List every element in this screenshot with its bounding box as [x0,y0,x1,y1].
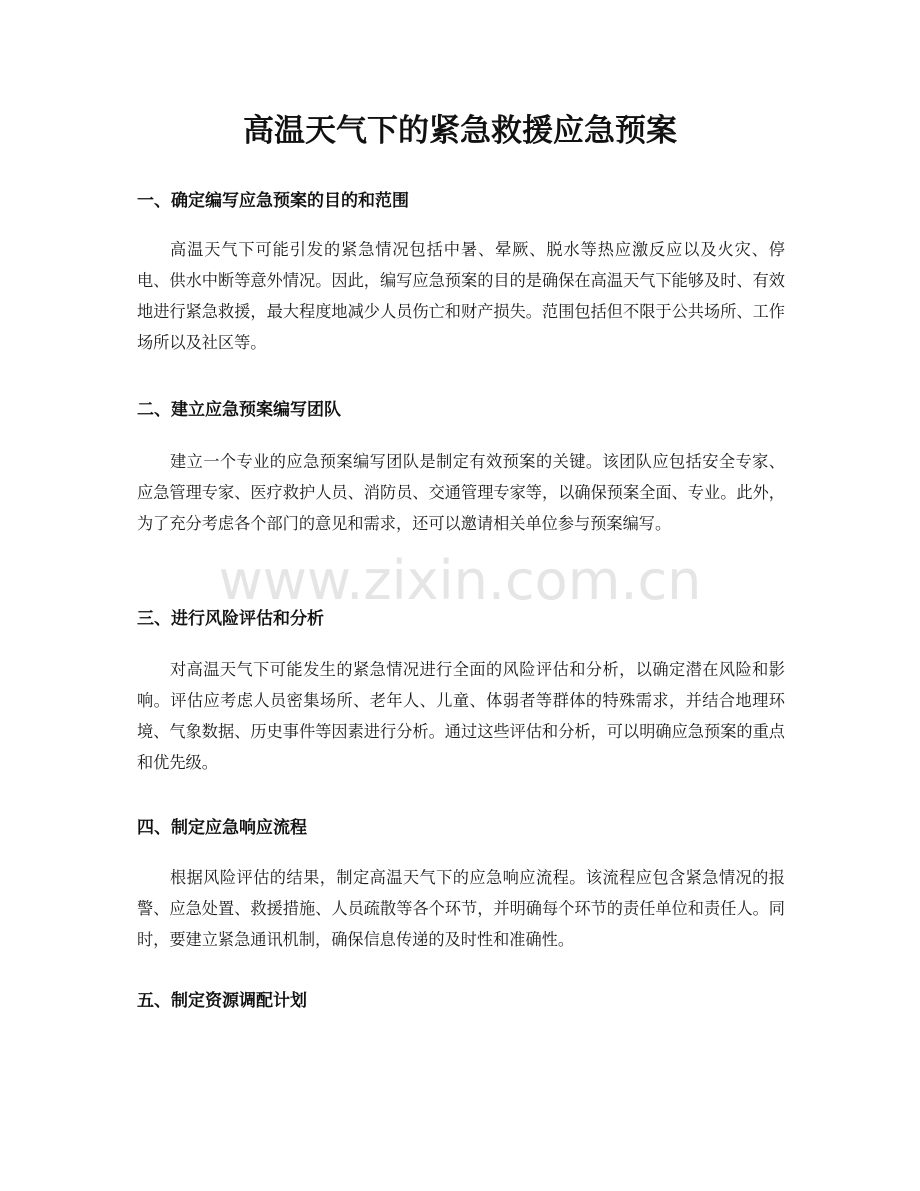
section-body-1: 高温天气下可能引发的紧急情况包括中暑、晕厥、脱水等热应激反应以及火灾、停电、供水中断等意外情况。因此，编写应急预案的目的是确保在高温天气下能够及时、有效地进行紧急救援，最大程度地减少人员伤亡和财产损失。范围包括但不限于公共场所、工作场所以及社区等。 [137,240,785,352]
section-body-4: 根据风险评估的结果，制定高温天气下的应急响应流程。该流程应包含紧急情况的报警、应急处置、救援措施、人员疏散等各个环节，并明确每个环节的责任单位和责任人。同时，要建立紧急通讯机制，确保信息传递的及时性和准确性。 [137,868,785,949]
section-heading-2: 二、建立应急预案编写团队 [137,400,341,420]
document-title: 高温天气下的紧急救援应急预案 [243,113,677,149]
watermark: www.zixin.com.cn [218,549,702,612]
section-body-3: 对高温天气下可能发生的紧急情况进行全面的风险评估和分析，以确定潜在风险和影响。评估应考虑人员密集场所、老年人、儿童、体弱者等群体的特殊需求，并结合地理环境、气象数据、历史事件等因素进行分析。通过这些评估和分析，可以明确应急预案的重点和优先级。 [137,660,785,772]
section-heading-3: 三、进行风险评估和分析 [137,609,324,629]
section-heading-4: 四、制定应急响应流程 [137,818,307,838]
section-heading-5: 五、制定资源调配计划 [137,991,307,1011]
section-body-2: 建立一个专业的应急预案编写团队是制定有效预案的关键。该团队应包括安全专家、应急管理专家、医疗救护人员、消防员、交通管理专家等，以确保预案全面、专业。此外，为了充分考虑各个部门的意见和需求，还可以邀请相关单位参与预案编写。 [137,452,785,533]
section-heading-1: 一、确定编写应急预案的目的和范围 [137,191,409,211]
